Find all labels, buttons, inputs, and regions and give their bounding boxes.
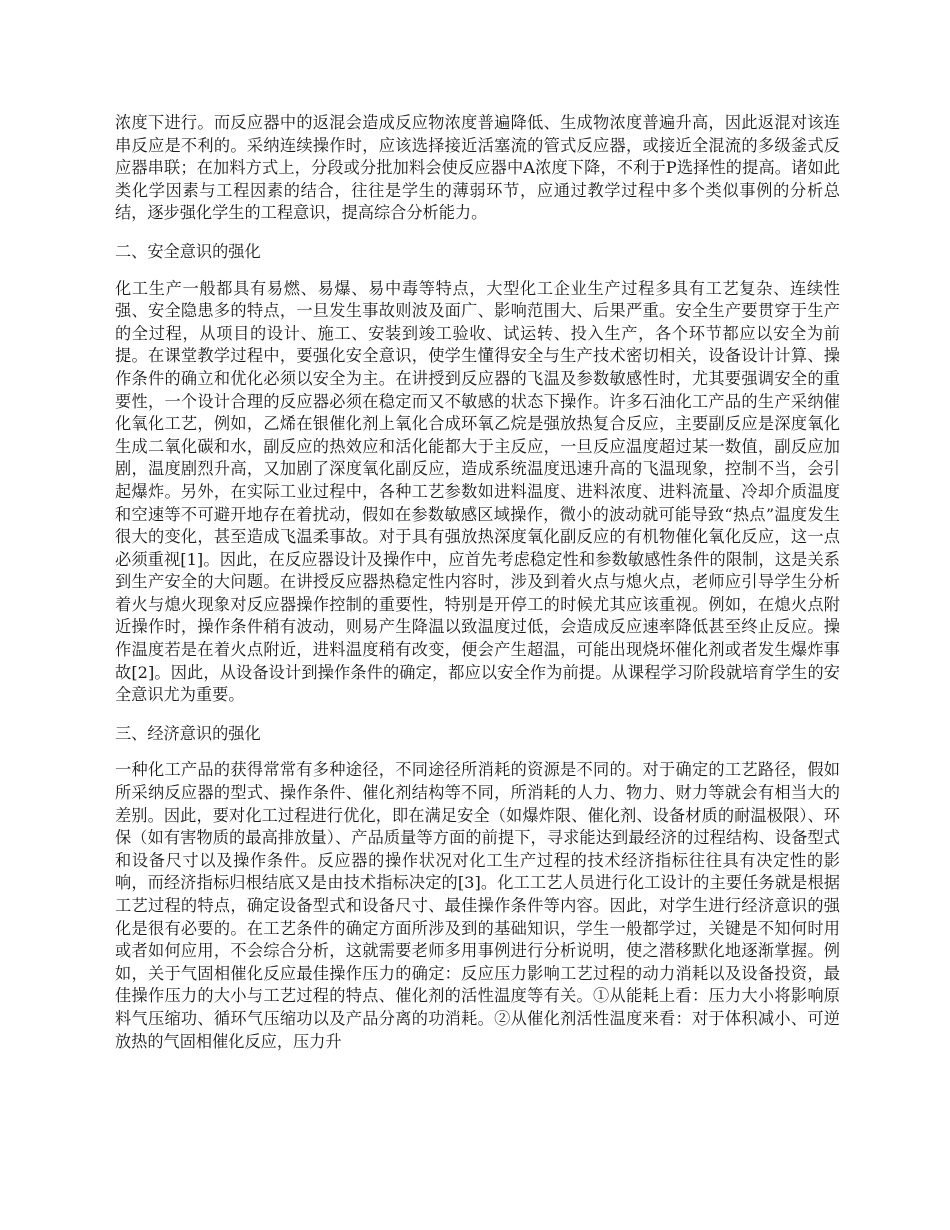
paragraph-intro: 浓度下进行。而反应器中的返混会造成反应物浓度普遍降低、生成物浓度普遍升高，因此返混对该连串反应是不利的。采纳连续操作时，应该选择接近活塞流的管式反应器，或接近全混流的多级釜式反应器串联；在加料方式上，分段或分批加料会使反应器中A浓度下降，不利于P选择性的提高。诸如此类化学因素与工程因素的结合，往往是学生的薄弱环节，应通过教学过程中多个类似事例的分析总结，逐步强化学生的工程意识，提高综合分析能力。 bbox=[115, 113, 840, 223]
paragraph-safety: 化工生产一般都具有易燃、易爆、易中毒等特点，大型化工企业生产过程多具有工艺复杂、连续性强、安全隐患多的特点，一旦发生事故则波及面广、影响范围大、后果严重。安全生产要贯穿于生产的全过程，从项目的设计、施工、安装到竣工验收、试运转、投入生产，各个环节都应以安全为前提。在课堂教学过程中，要强化安全意识，使学生懂得安全与生产技术密切相关，设备设计计算、操作条件的确立和优化必须以安全为主。在讲授到反应器的飞温及参数敏感性时，尤其要强调安全的重要性，一个设计合理的反应器必须在稳定而又不敏感的状态下操作。许多石油化工产品的生产采纳催化氧化工艺，例如，乙烯在银催化剂上氧化合成环氧乙烷是强放热复合反应，主要副反应是深度氧化生成二氧化碳和水，副反应的热效应和活化能都大于主反应，一旦反应温度超过某一数值，副反应加剧，温度剧烈升高，又加剧了深度氧化副反应，造成系统温度迅速升高的飞温现象，控制不当，会引起爆炸。另外，在实际工业过程中，各种工艺参数如进料温度、进料浓度、进料流量、冷却介质温度和空速等不可避开地存在着扰动，假如在参数敏感区域操作，微小的波动就可能导致“热点”温度发生很大的变化，甚至造成飞温柔事故。对于具有强放热深度氧化副反应的有机物催化氧化反应，这一点必须重视[1]。因此，在反应器设计及操作中，应首先考虑稳定性和参数敏感性条件的限制，这是关系到生产安全的大问题。在讲授反应器热稳定性内容时，涉及到着火点与熄火点，老师应引导学生分析着火与熄火现象对反应器操作控制的重要性，特别是开停工的时候尤其应该重视。例如，在熄火点附近操作时，操作条件稍有波动，则易产生降温以致温度过低，会造成反应速率降低甚至终止反应。操作温度若是在着火点附近，进料温度稍有改变，便会产生超温，可能出现烧坏催化剂或者发生爆炸事故[2]。因此，从设备设计到操作条件的确定，都应以安全作为前提。从课程学习阶段就培育学生的安全意识尤为重要。 bbox=[115, 278, 840, 705]
section-heading-safety: 二、安全意识的强化 bbox=[115, 241, 261, 261]
document-page bbox=[115, 112, 840, 1053]
paragraph-economy: 一种化工产品的获得常常有多种途径，不同途径所消耗的资源是不同的。对于确定的工艺路径，假如所采纳反应器的型式、操作条件、催化剂结构等不同，所消耗的人力、物力、财力等就会有相当大的差别。因此，要对化工过程进行优化，即在满足安全（如爆炸限、催化剂、设备材质的耐温极限）、环保（如有害物质的最高排放量）、产品质量等方面的前提下，寻求能达到最经济的过程结构、设备型式和设备尺寸以及操作条件。反应器的操作状况对化工生产过程的技术经济指标往往具有决定性的影响，而经济指标归根结底又是由技术指标决定的[3]。化工工艺人员进行化工设计的主要任务就是根据工艺过程的特点，确定设备型式和设备尺寸、最佳操作条件等内容。因此，对学生进行经济意识的强化是很有必要的。在工艺条件的确定方面所涉及到的基础知识，学生一般都学过，关键是不知何时用或者如何应用，不会综合分析，这就需要老师多用事例进行分析说明，使之潜移默化地逐渐掌握。例如，关于气固相催化反应最佳操作压力的确定：反应压力影响工艺过程的动力消耗以及设备投资，最佳操作压力的大小与工艺过程的特点、催化剂的活性温度等有关。①从能耗上看：压力大小将影响原料气压缩功、循环气压缩功以及产品分离的功消耗。②从催化剂活性温度来看：对于体积减小、可逆放热的气固相催化反应，压力升 bbox=[115, 760, 840, 1051]
section-heading-economy: 三、经济意识的强化 bbox=[115, 723, 261, 743]
